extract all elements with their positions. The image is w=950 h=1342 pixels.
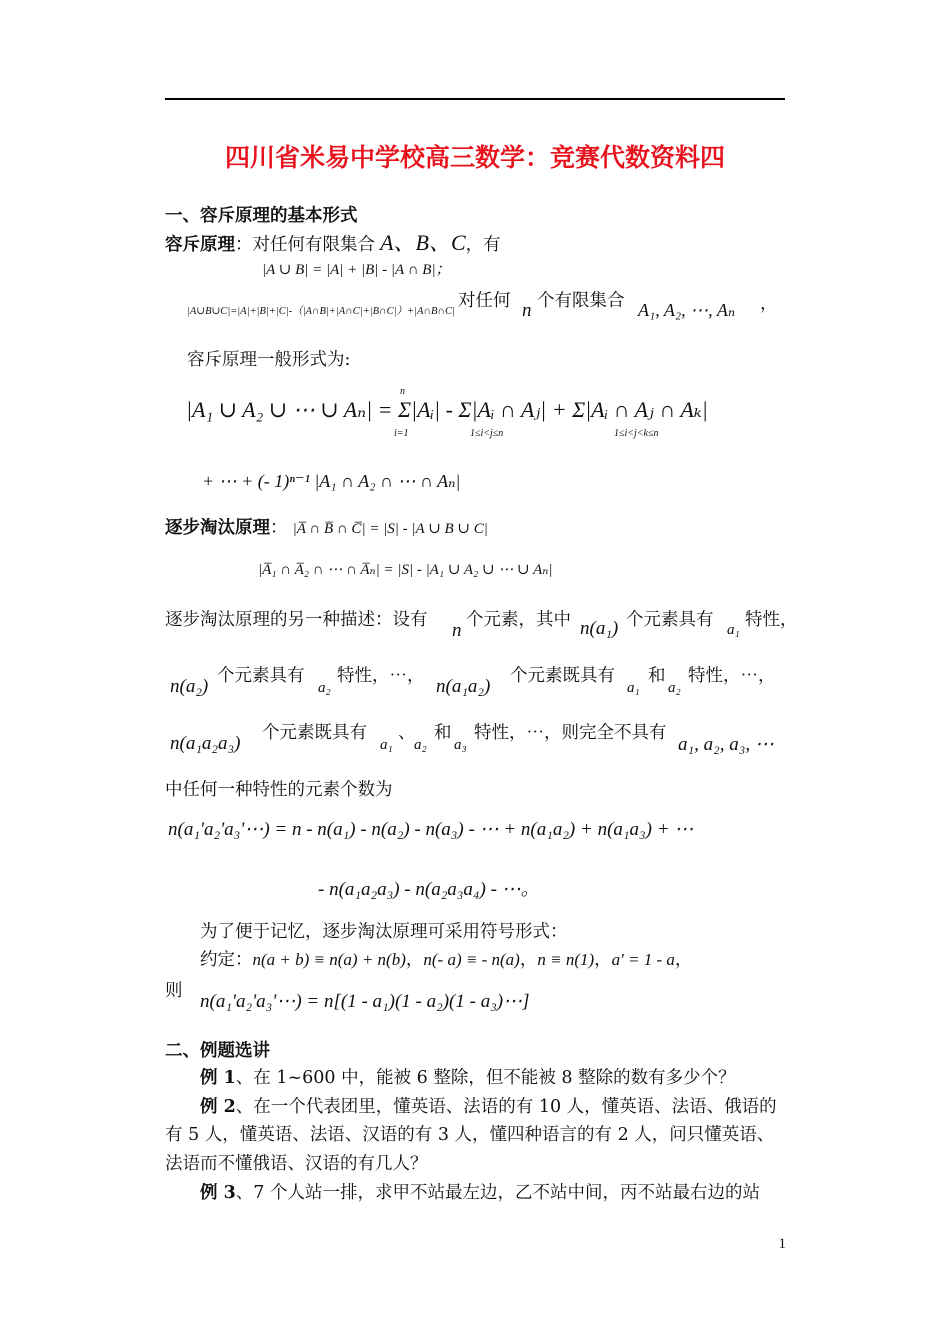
example-2-label: 例 2 [200, 1097, 236, 1117]
document-title: 四川省米易中学校高三数学：竞赛代数资料四 [224, 143, 725, 172]
desc-5: 个元素具有 [217, 666, 305, 686]
desc-6: 特性，⋯， [337, 666, 425, 686]
sieve-formula-c1: n(a₁'a₂'a₃'⋯) = n - n(a₁) - n(a₂) - n(a₃) - ⋯ + n(a₁a₂) + n(a₁a₃) + ⋯ [168, 819, 694, 840]
section-heading-1: 一、容斥原理的基本形式 [165, 206, 358, 226]
sieve-colon: ： [270, 518, 288, 538]
sum1-upper: n [400, 386, 405, 397]
symbol-a3-c: a₃ [454, 737, 467, 753]
desc-1: 逐步淘汰原理的另一种描述：设有 [165, 610, 428, 630]
count-na2: n(a₂) [170, 676, 209, 697]
separator: 、 [398, 723, 416, 743]
example-3 [200, 1179, 760, 1204]
principle-label: 容斥原理 [165, 235, 235, 255]
convention-2: n(- a) ≡ - n(a) [423, 950, 520, 969]
intro-text-a: ：对任何有限集合 [235, 235, 375, 255]
then-text: 则 [165, 981, 183, 1001]
desc-2: 个元素，其中 [466, 610, 571, 630]
memo-text: 为了便于记忆，逐步淘汰原理可采用符号形式： [200, 922, 568, 942]
and-1: 和 [648, 666, 666, 686]
inclusion-exclusion-intro [165, 226, 501, 257]
example-2-line-1 [200, 1093, 777, 1118]
example-3-text: 、7 个人站一排，求甲不站最左边，乙不站中间，丙不站最右边的站 [235, 1183, 760, 1203]
sum3-lower: 1≤i<j<k≤n [614, 428, 659, 439]
desc-9: 个元素既具有 [262, 723, 367, 743]
sieve-formula-b: |A̅₁ ∩ A̅₂ ∩ ⋯ ∩ A̅ₙ| = |S| - |A₁ ∪ A₂ ∪ ⋯ ∪ Aₙ| [258, 562, 553, 578]
sieve-formula-c2: - n(a₁a₂a₃) - n(a₂a₃a₄) - ⋯。 [318, 879, 540, 900]
convention-1: n(a + b) ≡ n(a) + n(b) [252, 950, 406, 969]
convention-4: a' = 1 - a [611, 950, 675, 969]
example-1 [200, 1064, 736, 1089]
a-list: a₁, a₂, a₃, ⋯ [678, 734, 774, 755]
general-formula-line1: |A₁ ∪ A₂ ∪ ⋯ ∪ Aₙ| = Σ|Aᵢ| - Σ|Aᵢ ∩ Aⱼ| + Σ|Aᵢ ∩ Aⱼ ∩ Aₖ| [186, 397, 708, 422]
desc-n: n [452, 620, 462, 641]
desc-7: 个元素既具有 [510, 666, 615, 686]
desc-3: 个元素具有 [626, 610, 714, 630]
sum2-lower: 1≤i<j≤n [470, 428, 504, 439]
example-1-label: 例 1 [200, 1068, 236, 1088]
sets-a1-to-an: A₁, A₂, ⋯, Aₙ [638, 300, 736, 320]
example-2-line-2: 有 5 人，懂英语、法语、汉语的有 3 人，懂四种语言的有 2 人，问只懂英语、 [165, 1125, 775, 1145]
sum1-lower: i=1 [394, 428, 409, 439]
header-rule [165, 98, 785, 100]
convention-line [200, 946, 692, 971]
desc-10: 特性，⋯，则完全不具有 [474, 723, 667, 743]
symbol-a2-c: a₂ [414, 737, 427, 753]
general-formula-line2: + ⋯ + (- 1)ⁿ⁻¹ |A₁ ∩ A₂ ∩ ⋯ ∩ Aₙ| [202, 471, 461, 491]
count-na1: n(a₁) [580, 618, 619, 639]
count-na1a2a3: n(a₁a₂a₃) [170, 733, 241, 754]
count-na1a2: n(a₁a₂) [436, 676, 491, 697]
any-n-text-b: 个有限集合 [537, 291, 625, 311]
symbol-a2-b: a₂ [668, 680, 681, 696]
page-number: 1 [778, 1236, 786, 1252]
any-n-sets-line [458, 287, 511, 312]
symbol-a1-c: a₁ [380, 737, 393, 753]
formula-two-sets: |A ∪ B| = |A| + |B| - |A ∩ B|； [262, 262, 451, 278]
symbol-a1: a₁ [727, 622, 740, 638]
sets-abc: A、B、C [380, 230, 466, 255]
convention-label: 约定： [200, 950, 253, 970]
any-n-text-a: 对任何 [458, 291, 511, 311]
intro-text-b: ，有 [465, 235, 501, 255]
formula-three-sets: |A∪B∪C|=|A|+|B|+|C|-（|A∩B|+|A∩C|+|B∩C|）+|A∩B∩C| [187, 306, 455, 317]
convention-comma-2: ， [519, 950, 538, 970]
example-3-label: 例 3 [200, 1183, 236, 1203]
section-heading-2: 二、例题选讲 [165, 1041, 270, 1061]
desc-8: 特性，⋯， [688, 666, 776, 686]
desc-4: 特性， [745, 610, 798, 630]
example-1-text: 、在 1~600 中，能被 6 整除，但不能被 8 整除的数有多少个？ [235, 1068, 736, 1088]
general-form-intro: 容斥原理一般形式为: [187, 350, 351, 370]
symbol-n: n [522, 300, 532, 321]
sieve-desc-line-1 [165, 606, 428, 631]
convention-comma-3: ， [594, 950, 612, 970]
convention-comma-1: ， [405, 950, 424, 970]
sieve-label: 逐步淘汰原理 [165, 518, 270, 538]
sieve-formula-d: n(a₁'a₂'a₃'⋯) = n[(1 - a₁)(1 - a₂)(1 - a₃)⋯] [200, 991, 530, 1012]
example-2-line-3: 法语而不懂俄语、汉语的有几人？ [165, 1154, 428, 1174]
symbol-a1-b: a₁ [627, 680, 640, 696]
sieve-formula-a: |A̅ ∩ B̅ ∩ C̅| = |S| - |A ∪ B ∪ C| [292, 521, 488, 537]
sieve-line-1 [165, 514, 488, 539]
and-2: 和 [434, 723, 452, 743]
example-2-text-1: 、在一个代表团里，懂英语、法语的有 10 人，懂英语、法语、俄语的 [235, 1097, 777, 1117]
convention-3: n ≡ n(1) [537, 950, 595, 969]
comma: ， [760, 294, 778, 314]
desc-11: 中任何一种特性的元素个数为 [165, 780, 393, 800]
symbol-a2: a₂ [318, 680, 331, 696]
convention-comma-4: ， [674, 950, 693, 970]
